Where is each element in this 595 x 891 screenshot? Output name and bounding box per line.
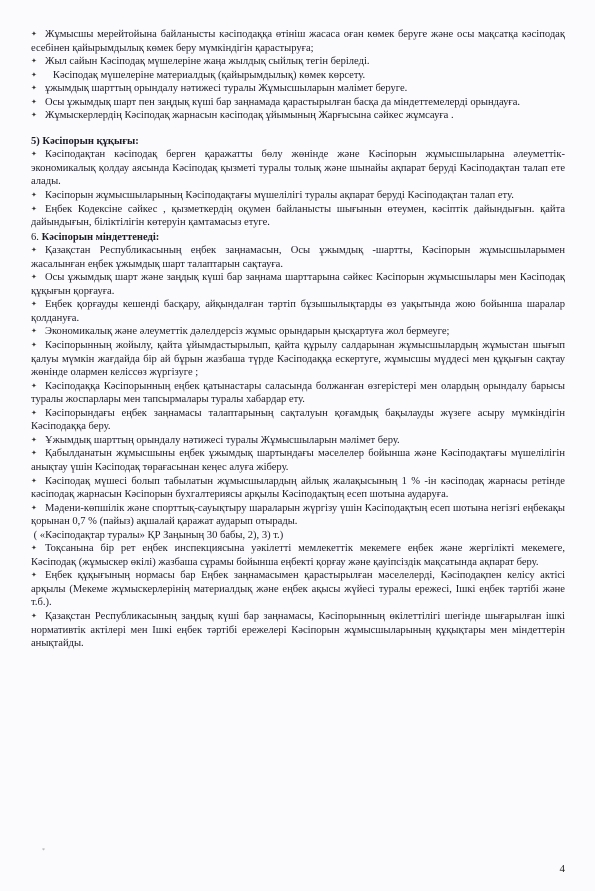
section-6-item: ✦ Қабылданатын жұмысшыны еңбек ұжымдық шартындағы мәселелер бойынша және Кәсіподақтағы мүшелілігін анықтау үшін Кәсіподақ төрағасынан кеңес алуға жіберу. [31, 448, 565, 473]
section-6-reference: ( «Кәсіподақтар туралы» ҚР Заңының 30 бабы, 2), 3) т.) [33, 529, 284, 541]
section-5 [31, 135, 565, 230]
section-6-item: ✦ Тоқсанына бір рет еңбек инспекциясына уәкілетті мемлекеттік мекемеге еңбек және жергілікті мекемеге, Кәсіподақ (жұмыскер өкілі) жазбаша сұрамы бойынша еңбекті қорғау және қауіпсіздік мақсатында ақпарат беру. [31, 543, 565, 568]
top-item: ✦ Жұмысшы мерейтойына байланысты кәсіподаққа өтініш жасаса оған көмек беруге және осы мақсатқа кәсіподақ есебінен қайырымдылық көмек беру мүмкіндігін қарастыруға; [31, 29, 565, 54]
bullet-icon: ✦ [31, 300, 37, 309]
section-6-item: ✦ Кәсіподақ мүшесі болып табылатын жұмысшылардың айлық жалақысының 1 % -ін кәсіподақ жарнасы ретінде кәсіподақ жарнасын Кәсіпорын бухгалтериясы арқылы Кәсіподақтың есеп шотына аударуға. [31, 475, 565, 501]
section-6-heading [31, 231, 565, 245]
section-6-item: ✦ Кәсіпорындағы еңбек заңнамасы талаптарының сақталуын қоғамдық бақылауды жүзеге асыру мүмкіндігін Кәсіподаққа беру. [31, 407, 565, 433]
bullet-icon: ✦ [31, 246, 37, 255]
section-6-item: ✦ Кәсіподаққа Кәсіпорынның еңбек қатынастары саласында болжанған өзгерістері мен олардың орындалу барысы туралы жоспарлары мен тапсырмалары туралы хабардар ету. [31, 380, 565, 406]
section-6-item: ✦ Қазақстан Республикасының еңбек заңнамасын, Осы ұжымдық -шартты, Кәсіпорын жұмысшыларымен жасалынған еңбек ұжымдық шарт талаптарын сақтауға. [31, 245, 565, 270]
bullet-icon: ✦ [31, 97, 37, 106]
bullet-icon: ✦ [31, 327, 37, 336]
bullet-icon: ✦ [31, 111, 37, 120]
section-6-item: ✦ Еңбек құқығының нормасы бар Еңбек заңнамасымен қарастырылған мәселелерді, Кәсіподақпен келісу актісі арқылы (Мекеме жұмыскерлерінің материалдық және еңбек ақысы жүйесі туралы ережесі, Ішкі еңбек тәртібі және т.б.). [31, 570, 565, 609]
top-item: ✦ Осы ұжымдық шарт пен заңдық күші бар заңнамада қарастырылған басқа да міндеттемелерді орындауға. [31, 96, 521, 108]
top-item: ✦ Жұмыскерлердің Кәсіподақ жарнасын кәсіподақ ұйымының Жарғысына сәйкес жұмсауға . [31, 110, 454, 122]
bullet-icon: ✦ [31, 150, 37, 159]
top-list [31, 28, 565, 123]
bullet-icon: ✦ [31, 435, 37, 444]
section-5-item: ✦ Кәсіпорын жұмысшыларының Кәсіподақтағы мүшелілігі туралы ақпарат беруді Кәсіподақтан талап ету. [31, 190, 514, 202]
section-6-number: 6. [31, 231, 39, 243]
section-6 [31, 231, 565, 651]
section-6-item: ✦ Еңбек қорғауды кешенді басқару, айқындалған тәртіп бұзышылықтарды өз уақытында жою бойынша шаралар қолдануға. [31, 299, 565, 324]
bullet-icon: ✦ [31, 30, 37, 38]
bullet-icon: ✦ [31, 408, 37, 417]
bullet-icon: ✦ [31, 341, 37, 350]
section-5-item: ✦ Кәсіподақтан кәсіподақ берген қаражатты бөлу жөнінде және Кәсіпорын жұмысшыларына әлеуметтік-экономикалық қолдау аясында Кәсіподақ қызметі туралы толық және шынайы ақпарат беруді Кәсіподақтан талап ете алады. [31, 149, 565, 188]
section-6-item: ✦ Ұжымдық шарттың орындалу нәтижесі туралы Жұмысшыларын мәлімет беру. [31, 434, 400, 446]
top-item: ✦ ұжымдық шарттың орындалу нәтижесі туралы Жұмысшыларын мәлімет беруге. [31, 83, 408, 95]
bullet-icon: ✦ [31, 191, 37, 200]
section-6-item: ✦ Қазақстан Республикасының заңдық күші бар заңнамасы, Кәсіпорынның өкілеттілігі шегінде шығарылған ішкі нормативтік актілері мен Ішкі еңбек тәртібі ережелері Кәсіпорын жұмысшыларының құқықтары мен міндеттерін анықтайды. [31, 610, 565, 650]
bullet-icon: ✦ [31, 476, 37, 485]
bullet-icon: ✦ [31, 273, 37, 282]
section-6-title: Кәсіпорын міндеттенеді: [41, 231, 160, 243]
bullet-icon: ✦ [31, 611, 37, 620]
bullet-icon: ✦ [31, 544, 37, 553]
section-6-item: ✦ Мәдени-көпшілік және спорттық-сауықтыру шараларын жүргізу үшін Кәсіподақтың есеп шотына негізгі еңбекақы қорынан 0,7 % (пайыз) ақшалай қаражат аударып отырады. [31, 502, 565, 528]
section-5-heading: 5) Кәсіпорын құқығы: [31, 135, 139, 147]
bullet-icon: ✦ [31, 204, 37, 213]
page-number: 4 [559, 863, 565, 875]
bullet-icon: ✦ [31, 571, 37, 580]
section-6-item: ✦ Экономикалық және әлеуметтік дәлелдерсіз жұмыс орындарын қысқартуға жол бермеуге; [31, 326, 450, 338]
bullet-icon: ✦ [31, 84, 37, 93]
top-item: ✦ Кәсіподақ мүшелеріне материалдық (қайырымдылық) көмек көрсету. [31, 69, 366, 81]
bullet-icon: ✦ [31, 70, 37, 79]
bullet-icon: ✦ [31, 503, 37, 512]
scan-mark: * [42, 848, 45, 854]
section-6-item: ✦ Осы ұжымдық шарт және заңдық күші бар заңнама шарттарына сәйкес Кәсіпорын жұмысшылары мен Кәсіподақ құқығын қорғауға. [31, 272, 565, 297]
section-5-item: ✦ Еңбек Кодексіне сәйкес , қызметкердің оқумен байланысты шығынын өтеумен, кәсіптік дайындығын. қайта дайындығын, біліктілігін көтеруін қамтамасыз етуге. [31, 203, 565, 229]
bullet-icon: ✦ [31, 381, 37, 390]
bullet-icon: ✦ [31, 449, 37, 458]
section-6-item: ✦ Кәсіпорынның жойылу, қайта ұйымдастырылып, қайта құрылу салдарынан жұмысшылардың жұмыстан шығып қалуы мүмкін жағдайда бір ай бұрын жазбаша түрде Кәсіподаққа ескертуге, жұмысшы мүддесі мен құқығын сақтау жөнінде олармен келіссөз жүргізуге ; [31, 340, 565, 379]
document-page [31, 28, 565, 651]
bullet-icon: ✦ [31, 57, 37, 66]
top-item: ✦ Жыл сайын Кәсіподақ мүшелеріне жаңа жылдық сыйлық тегін беріледі. [31, 56, 370, 68]
